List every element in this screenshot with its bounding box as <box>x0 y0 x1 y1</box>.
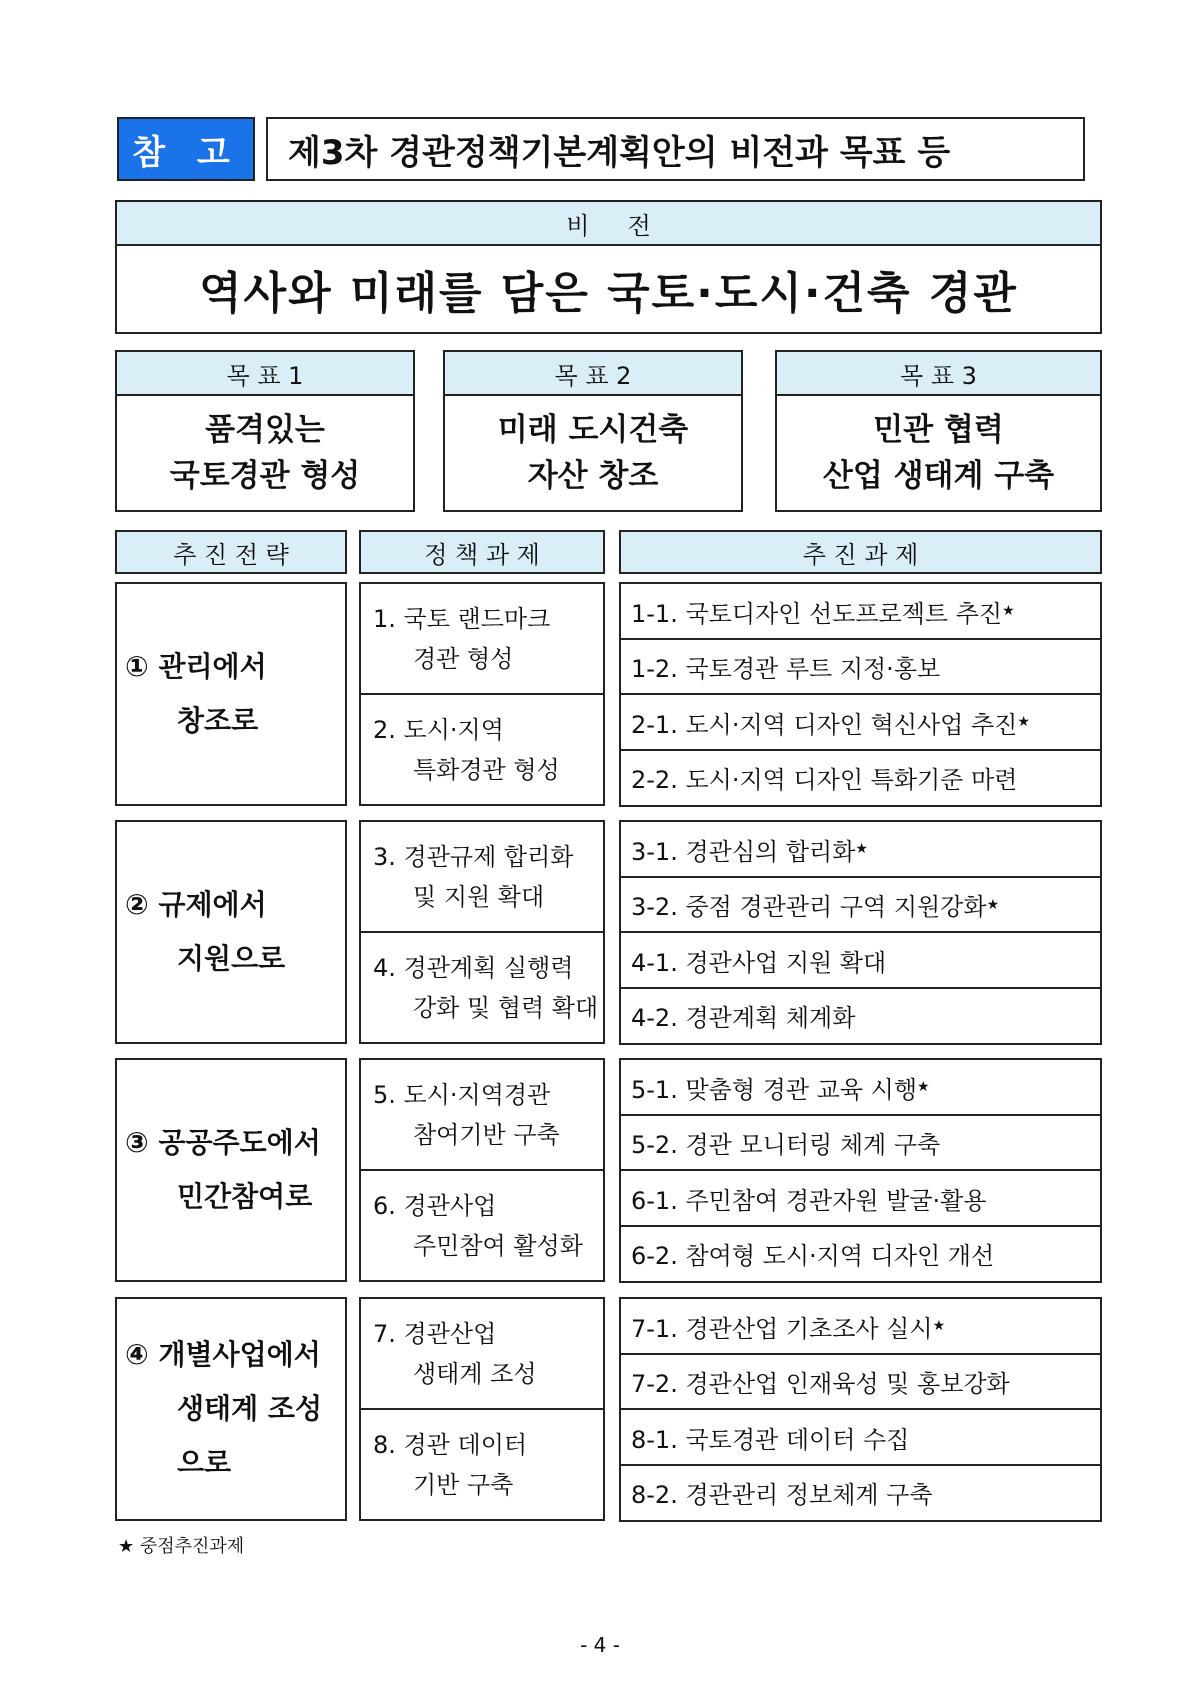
task-row <box>619 1408 1102 1466</box>
goal-line-2: 국토경관 형성 <box>169 458 361 494</box>
goal-header-3: 목 표 3 <box>775 350 1102 396</box>
task-label: 4-1. 경관사업 지원 확대 <box>631 948 887 977</box>
task-row <box>619 1353 1102 1411</box>
policy-column-header: 정 책 과 제 <box>359 530 605 574</box>
task-row <box>619 1114 1102 1172</box>
policy-line-2: 기반 구축 <box>413 1470 514 1499</box>
task-label: 6-1. 주민참여 경관자원 발굴·활용 <box>631 1186 987 1215</box>
strategy-box-2 <box>115 820 347 1044</box>
goal-header-2: 목 표 2 <box>443 350 743 396</box>
policy-box <box>359 820 605 933</box>
strategy-line-2: 생태계 조성으로 <box>177 1392 322 1479</box>
policy-line-1: 1. 국토 랜드마크 <box>373 604 551 633</box>
task-label: 4-2. 경관계획 체계화 <box>631 1004 856 1032</box>
strategy-box-1 <box>115 582 347 806</box>
policy-line-1: 4. 경관계획 실행력 <box>373 953 574 982</box>
strategy-line-2: 민간참여로 <box>177 1180 313 1213</box>
strategy-column-header: 추 진 전 략 <box>115 530 347 574</box>
reference-tag: 참 고 <box>117 117 255 181</box>
policy-box <box>359 693 605 806</box>
task-row <box>619 582 1102 640</box>
priority-star-icon: ★ <box>986 896 1000 913</box>
policy-line-1: 7. 경관산업 <box>373 1319 497 1348</box>
priority-star-icon: ★ <box>932 1318 946 1334</box>
strategy-line-2: 지원으로 <box>177 942 286 975</box>
goal-line-1: 민관 협력 <box>873 412 1004 448</box>
policy-box <box>359 931 605 1044</box>
task-row <box>619 1169 1102 1227</box>
policy-box <box>359 1408 605 1521</box>
policy-box <box>359 1058 605 1171</box>
task-label: 8-1. 국토경관 데이터 수집 <box>631 1425 910 1454</box>
goal-line-2: 산업 생태계 구축 <box>822 458 1055 494</box>
policy-line-2: 생태계 조성 <box>413 1359 537 1388</box>
task-row <box>619 1058 1102 1116</box>
task-label: 5-2. 경관 모니터링 체계 구축 <box>631 1131 941 1159</box>
footnote: ★ 중점추진과제 <box>118 1536 245 1557</box>
task-label: 1-2. 국토경관 루트 지정·홍보 <box>631 655 941 683</box>
policy-line-1: 3. 경관규제 합리화 <box>373 842 574 871</box>
policy-line-1: 8. 경관 데이터 <box>373 1430 528 1459</box>
task-label: 5-1. 맞춤형 경관 교육 시행 <box>631 1075 917 1104</box>
task-label: 7-1. 경관산업 기초조사 실시 <box>631 1314 933 1343</box>
task-row <box>619 693 1102 751</box>
task-label: 1-1. 국토디자인 선도프로젝트 추진 <box>631 599 1003 628</box>
goal-line-1: 미래 도시건축 <box>497 412 689 448</box>
task-label: 3-1. 경관심의 합리화 <box>631 837 856 866</box>
task-row <box>619 820 1102 878</box>
task-label: 3-2. 중점 경관관리 구역 지원강화 <box>631 893 987 921</box>
priority-star-icon: ★ <box>1002 603 1015 619</box>
policy-line-2: 특화경관 형성 <box>413 755 560 784</box>
task-label: 7-2. 경관산업 인재육성 및 홍보강화 <box>631 1370 1010 1398</box>
goal-header-1: 목 표 1 <box>115 350 415 396</box>
task-label: 2-2. 도시·지역 디자인 특화기준 마련 <box>631 766 1018 794</box>
policy-box <box>359 582 605 695</box>
strategy-line-1: ④ 개별사업에서 <box>125 1338 321 1371</box>
task-row <box>619 1297 1102 1355</box>
strategy-box-4 <box>115 1297 347 1521</box>
task-row <box>619 1464 1102 1522</box>
strategy-line-1: ② 규제에서 <box>125 888 267 921</box>
policy-box <box>359 1169 605 1282</box>
task-column-header: 추 진 과 제 <box>619 530 1102 574</box>
priority-star-icon: ★ <box>855 841 868 857</box>
policy-line-2: 및 지원 확대 <box>413 882 545 911</box>
page-number: - 4 - <box>580 1633 620 1657</box>
strategy-line-1: ③ 공공주도에서 <box>125 1126 321 1159</box>
goal-box-1 <box>115 394 415 512</box>
policy-line-1: 5. 도시·지역경관 <box>373 1080 551 1109</box>
task-row <box>619 876 1102 934</box>
task-row <box>619 931 1102 989</box>
task-label: 8-2. 경관관리 정보체계 구축 <box>631 1481 933 1509</box>
task-row <box>619 749 1102 807</box>
task-row <box>619 638 1102 696</box>
page-title: 제3차 경관정책기본계획안의 비전과 목표 등 <box>266 117 1085 181</box>
policy-line-1: 2. 도시·지역 <box>373 715 504 744</box>
task-row <box>619 1225 1102 1283</box>
strategy-line-2: 창조로 <box>177 704 259 737</box>
policy-line-1: 6. 경관사업 <box>373 1191 497 1220</box>
goal-line-1: 품격있는 <box>205 412 325 448</box>
task-row <box>619 987 1102 1045</box>
strategy-box-3 <box>115 1058 347 1282</box>
vision-statement: 역사와 미래를 담은 국토·도시·건축 경관 <box>115 244 1102 334</box>
strategy-line-1: ① 관리에서 <box>125 650 267 683</box>
policy-line-2: 주민참여 활성화 <box>413 1231 583 1260</box>
policy-line-2: 강화 및 협력 확대 <box>413 993 599 1022</box>
policy-box <box>359 1297 605 1410</box>
goal-line-2: 자산 창조 <box>527 458 659 494</box>
task-label: 2-1. 도시·지역 디자인 혁신사업 추진 <box>631 710 1018 739</box>
goal-box-3 <box>775 394 1102 512</box>
vision-header: 비 전 <box>115 200 1102 246</box>
goal-box-2 <box>443 394 743 512</box>
task-label: 6-2. 참여형 도시·지역 디자인 개선 <box>631 1242 995 1270</box>
policy-line-2: 참여기반 구축 <box>413 1120 560 1149</box>
priority-star-icon: ★ <box>917 1079 930 1095</box>
policy-line-2: 경관 형성 <box>413 644 514 673</box>
priority-star-icon: ★ <box>1017 714 1030 730</box>
